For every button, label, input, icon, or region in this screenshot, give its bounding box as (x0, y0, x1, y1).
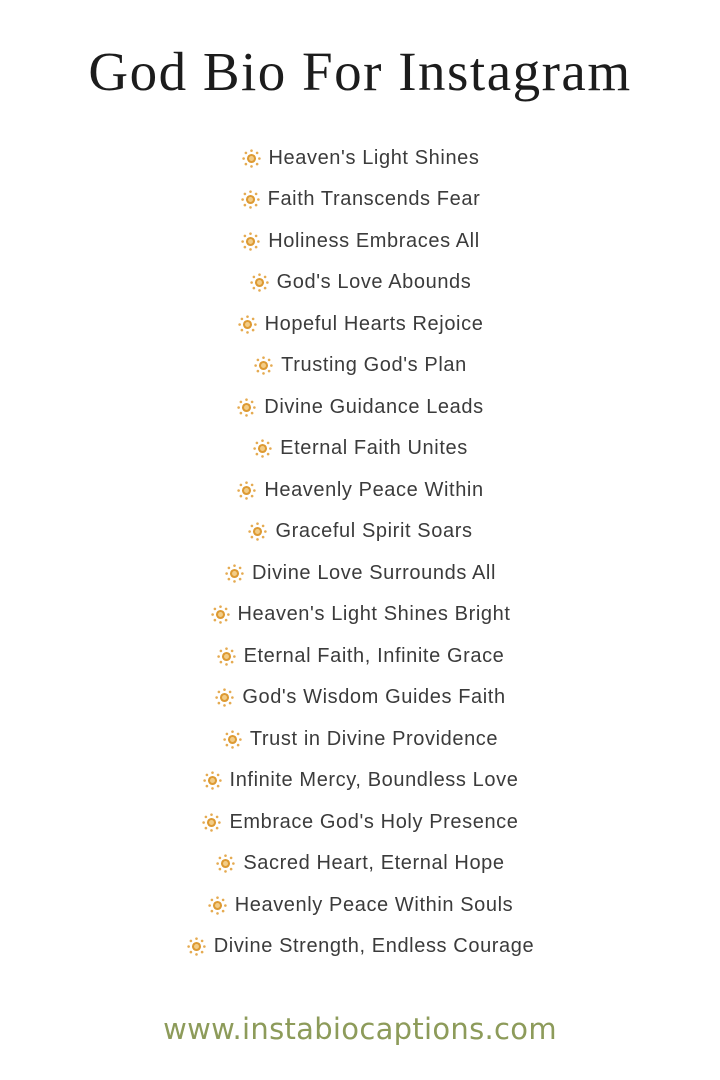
list-item (210, 604, 511, 626)
list-item (222, 728, 498, 750)
list-item-text: Trusting God's Plan (281, 354, 467, 377)
list-item-text: Divine Strength, Endless Courage (213, 935, 535, 958)
list-item-text: Divine Guidance Leads (264, 395, 484, 418)
sun-icon (240, 189, 261, 210)
list-item (240, 230, 480, 252)
list-item (216, 645, 505, 667)
sun-icon (216, 646, 237, 667)
list-item-text: Infinite Mercy, Boundless Love (229, 769, 519, 792)
list-item-text: Heavenly Peace Within (264, 478, 484, 501)
list-item (215, 853, 504, 875)
list-item-text: God's Wisdom Guides Faith (242, 686, 506, 709)
list-item (249, 272, 472, 294)
sun-icon (249, 272, 270, 293)
list-item-text: Hopeful Hearts Rejoice (264, 312, 484, 335)
website-text: www.instabiocaptions.com (163, 1011, 557, 1046)
list-item-text: Holiness Embraces All (268, 229, 480, 252)
list-item-text: Graceful Spirit Soars (275, 520, 473, 543)
list-item-text: Embrace God's Holy Presence (229, 810, 519, 833)
sun-icon (240, 231, 261, 252)
list-item (202, 770, 519, 792)
sun-icon (186, 936, 207, 957)
sun-icon (253, 355, 274, 376)
sun-icon (236, 397, 257, 418)
sun-icon (207, 895, 228, 916)
list-item-text: Heavenly Peace Within Souls (234, 893, 514, 916)
sun-icon (202, 770, 223, 791)
sun-icon (237, 314, 258, 335)
list-item (253, 355, 467, 377)
sun-icon (215, 853, 236, 874)
list-item (252, 438, 468, 460)
list-item-text: Trust in Divine Providence (249, 727, 499, 750)
list-item (241, 147, 480, 169)
list-item-text: Divine Love Surrounds All (251, 561, 496, 584)
list-item (237, 313, 484, 335)
sun-icon (241, 148, 262, 169)
sun-icon (201, 812, 222, 833)
sun-icon (224, 563, 245, 584)
list-item (214, 687, 505, 709)
list-item (224, 562, 496, 584)
list-item-text: Faith Transcends Fear (267, 188, 481, 211)
bio-list (0, 147, 720, 958)
sun-icon (210, 604, 231, 625)
list-item (186, 936, 534, 958)
list-item (201, 811, 518, 833)
list-item (240, 189, 481, 211)
sun-icon (236, 480, 257, 501)
list-item (207, 894, 514, 916)
sun-icon (214, 687, 235, 708)
sun-icon (252, 438, 273, 459)
list-item-text: Eternal Faith Unites (280, 437, 468, 460)
list-item-text: Heaven's Light Shines Bright (237, 603, 511, 626)
list-item-text: Eternal Faith, Infinite Grace (243, 644, 505, 667)
page-title: God Bio For Instagram (88, 41, 632, 102)
list-item (247, 521, 472, 543)
list-item-text: Sacred Heart, Eternal Hope (243, 852, 505, 875)
list-item-text: God's Love Abounds (276, 271, 472, 294)
list-item-text: Heaven's Light Shines (268, 146, 480, 169)
list-item (236, 479, 483, 501)
sun-icon (247, 521, 268, 542)
sun-icon (222, 729, 243, 750)
list-item (236, 396, 483, 418)
